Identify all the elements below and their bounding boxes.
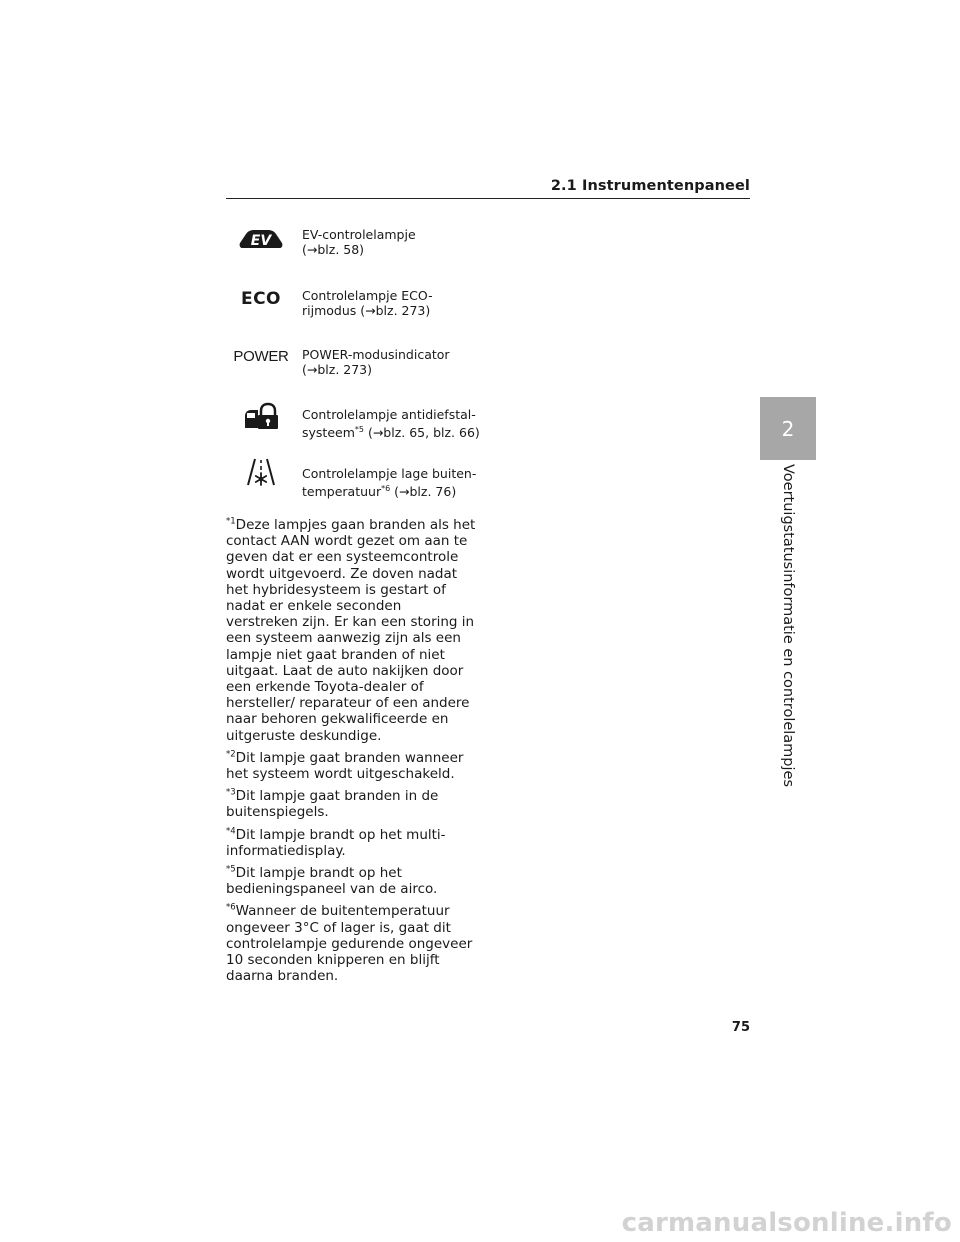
section-title: 2.1 Instrumentenpaneel bbox=[550, 178, 750, 194]
chapter-tab bbox=[760, 397, 816, 460]
footnotes bbox=[226, 517, 476, 990]
footnote-5: $^{*5}$Dit lampje brandt op het bedieningspaneel van de airco. bbox=[226, 864, 438, 898]
low-temperature-icon bbox=[226, 457, 296, 489]
header-divider bbox=[226, 198, 750, 199]
chapter-title: Voertuigstatusinformatie en controlelampjes bbox=[780, 464, 796, 788]
page-number: 75 bbox=[731, 1020, 750, 1035]
indicator-anti-theft-text: Controlelampje antidiefstal- systeem$^{*5}$ (→blz. 65, blz. 66) bbox=[302, 407, 480, 440]
indicator-ev-text: EV-controlelampje (→blz. 58) bbox=[302, 227, 416, 257]
svg-text:EV: EV bbox=[250, 233, 272, 249]
footnote-2: $^{*2}$Dit lampje gaat branden wanneer het systeem wordt uitgeschakeld. bbox=[226, 749, 464, 783]
ev-icon bbox=[226, 226, 296, 252]
anti-theft-lock-icon bbox=[226, 402, 296, 430]
indicator-low-temperature-text: Controlelampje lage buiten- temperatuur$^{*6}$ (→blz. 76) bbox=[302, 466, 477, 499]
chapter-number: 2 bbox=[781, 416, 795, 441]
power-icon: POWER bbox=[233, 348, 289, 365]
indicator-eco-text: Controlelampje ECO- rijmodus (→blz. 273) bbox=[302, 288, 433, 318]
footnote-4: $^{*4}$Dit lampje brandt op het multi-informatiedisplay. bbox=[226, 826, 446, 859]
eco-icon: ECO bbox=[240, 289, 282, 309]
footnote-1: $^{*1}$Deze lampjes gaan branden als het contact AAN wordt gezet om aan te geven dat er een systeemcontrole wordt uitgevoerd. Ze doven nadat het hybridesysteem is gestart of nadat er enkele seconden verstreken zijn. Er kan een storing in een systeem aanwezig zijn als een lampje niet gaat branden of niet uitgaat. Laat de auto nakijken door een erkende Toyota-dealer of hersteller/ reparateur of een andere naar behoren gekwalificeerde en uitgeruste deskundige. bbox=[226, 516, 476, 744]
footnote-6: $^{*6}$Wanneer de buitentemperatuur ongeveer 3°C of lager is, gaat dit controlelampje gedurende ongeveer 10 seconden knipperen en blijft daarna branden. bbox=[226, 902, 473, 985]
indicator-power-text: POWER-modusindicator (→blz. 273) bbox=[302, 347, 450, 377]
footnote-3: $^{*3}$Dit lampje gaat branden in de buitenspiegels. bbox=[226, 787, 439, 821]
watermark: carmanualsonline.info bbox=[621, 1208, 952, 1238]
